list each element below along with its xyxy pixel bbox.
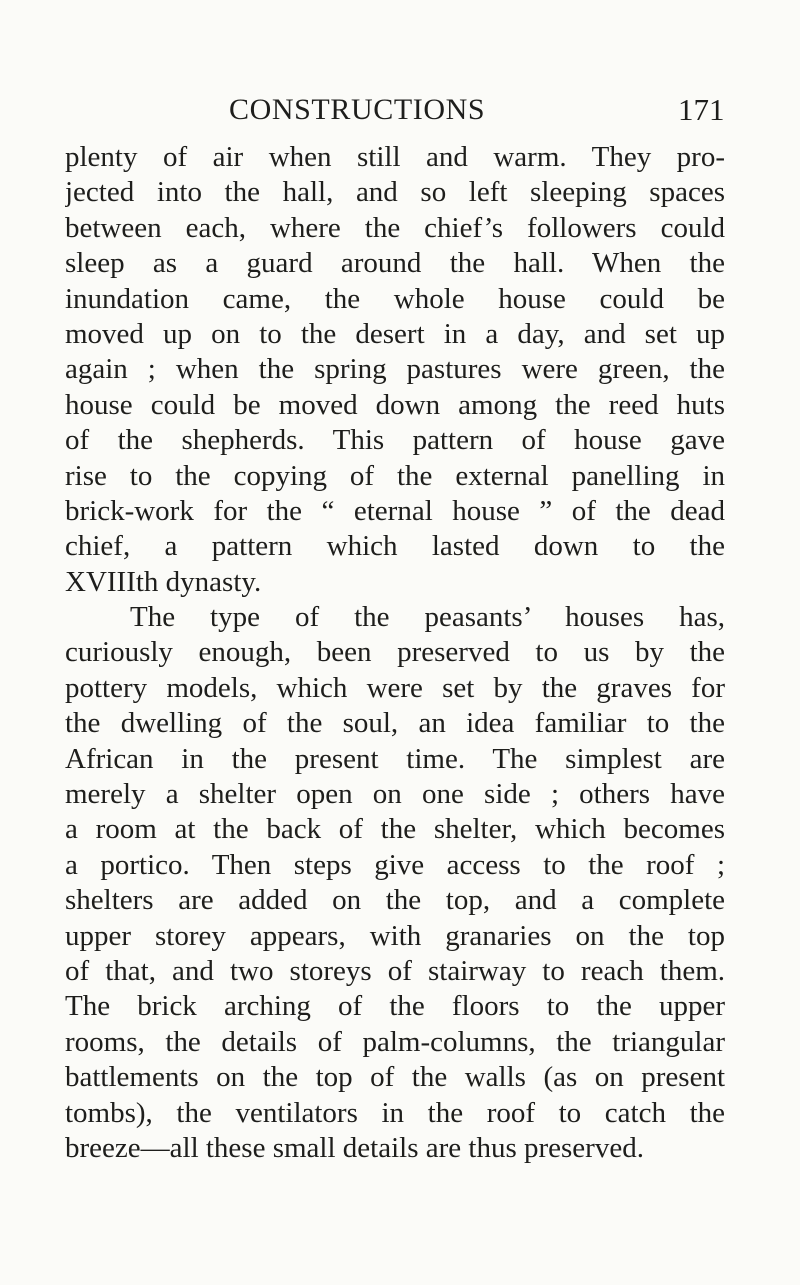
text-line: XVIIIth dynasty. bbox=[65, 565, 262, 598]
page-number: 171 bbox=[678, 92, 725, 127]
text-line: of that, and two storeys of stairway to reach them. bbox=[65, 954, 725, 987]
text-line: between each, where the chief’s followers could bbox=[65, 211, 725, 244]
text-line: merely a shelter open on one side ; others have bbox=[65, 778, 725, 811]
running-header bbox=[229, 90, 725, 130]
text-line: The brick arching of the floors to the upper bbox=[65, 990, 725, 1023]
text-line: again ; when the spring pastures were green, the bbox=[65, 353, 725, 386]
text-line: house could be moved down among the reed huts bbox=[65, 388, 725, 421]
text-line: moved up on to the desert in a day, and set up bbox=[65, 317, 725, 350]
text-line: rise to the copying of the external panelling in bbox=[65, 459, 725, 492]
text-line: the dwelling of the soul, an idea familiar to the bbox=[65, 707, 725, 740]
text-line: African in the present time. The simplest are bbox=[65, 742, 725, 775]
text-line: pottery models, which were set by the graves for bbox=[65, 671, 725, 704]
text-line: sleep as a guard around the hall. When the bbox=[65, 247, 725, 280]
chapter-title: CONSTRUCTIONS bbox=[229, 93, 486, 126]
text-line: jected into the hall, and so left sleeping spaces bbox=[65, 176, 725, 209]
text-line: a room at the back of the shelter, which becomes bbox=[65, 813, 725, 846]
text-line: brick-work for the “ eternal house ” of the dead bbox=[65, 494, 725, 527]
text-line: plenty of air when still and warm. They pro- bbox=[65, 141, 725, 173]
text-line: curiously enough, been preserved to us by the bbox=[65, 636, 725, 669]
text-line: inundation came, the whole house could be bbox=[65, 282, 725, 315]
text-line: tombs), the ventilators in the roof to catch the bbox=[65, 1096, 725, 1129]
text-line: a portico. Then steps give access to the roof ; bbox=[65, 848, 725, 881]
paragraph-2 bbox=[65, 600, 725, 1166]
text-line: chief, a pattern which lasted down to the bbox=[65, 530, 725, 563]
text-line: upper storey appears, with granaries on the top bbox=[65, 919, 725, 952]
body-text bbox=[65, 140, 725, 1180]
text-line: battlements on the top of the walls (as on present bbox=[65, 1061, 725, 1094]
text-line: breeze—all these small details are thus preserved. bbox=[65, 1131, 644, 1164]
text-line: of the shepherds. This pattern of house gave bbox=[65, 424, 725, 457]
text-line: rooms, the details of palm-columns, the triangular bbox=[65, 1025, 725, 1058]
paragraph-1 bbox=[65, 140, 725, 600]
text-line: shelters are added on the top, and a complete bbox=[65, 884, 725, 917]
text-line: The type of the peasants’ houses has, bbox=[130, 601, 725, 634]
